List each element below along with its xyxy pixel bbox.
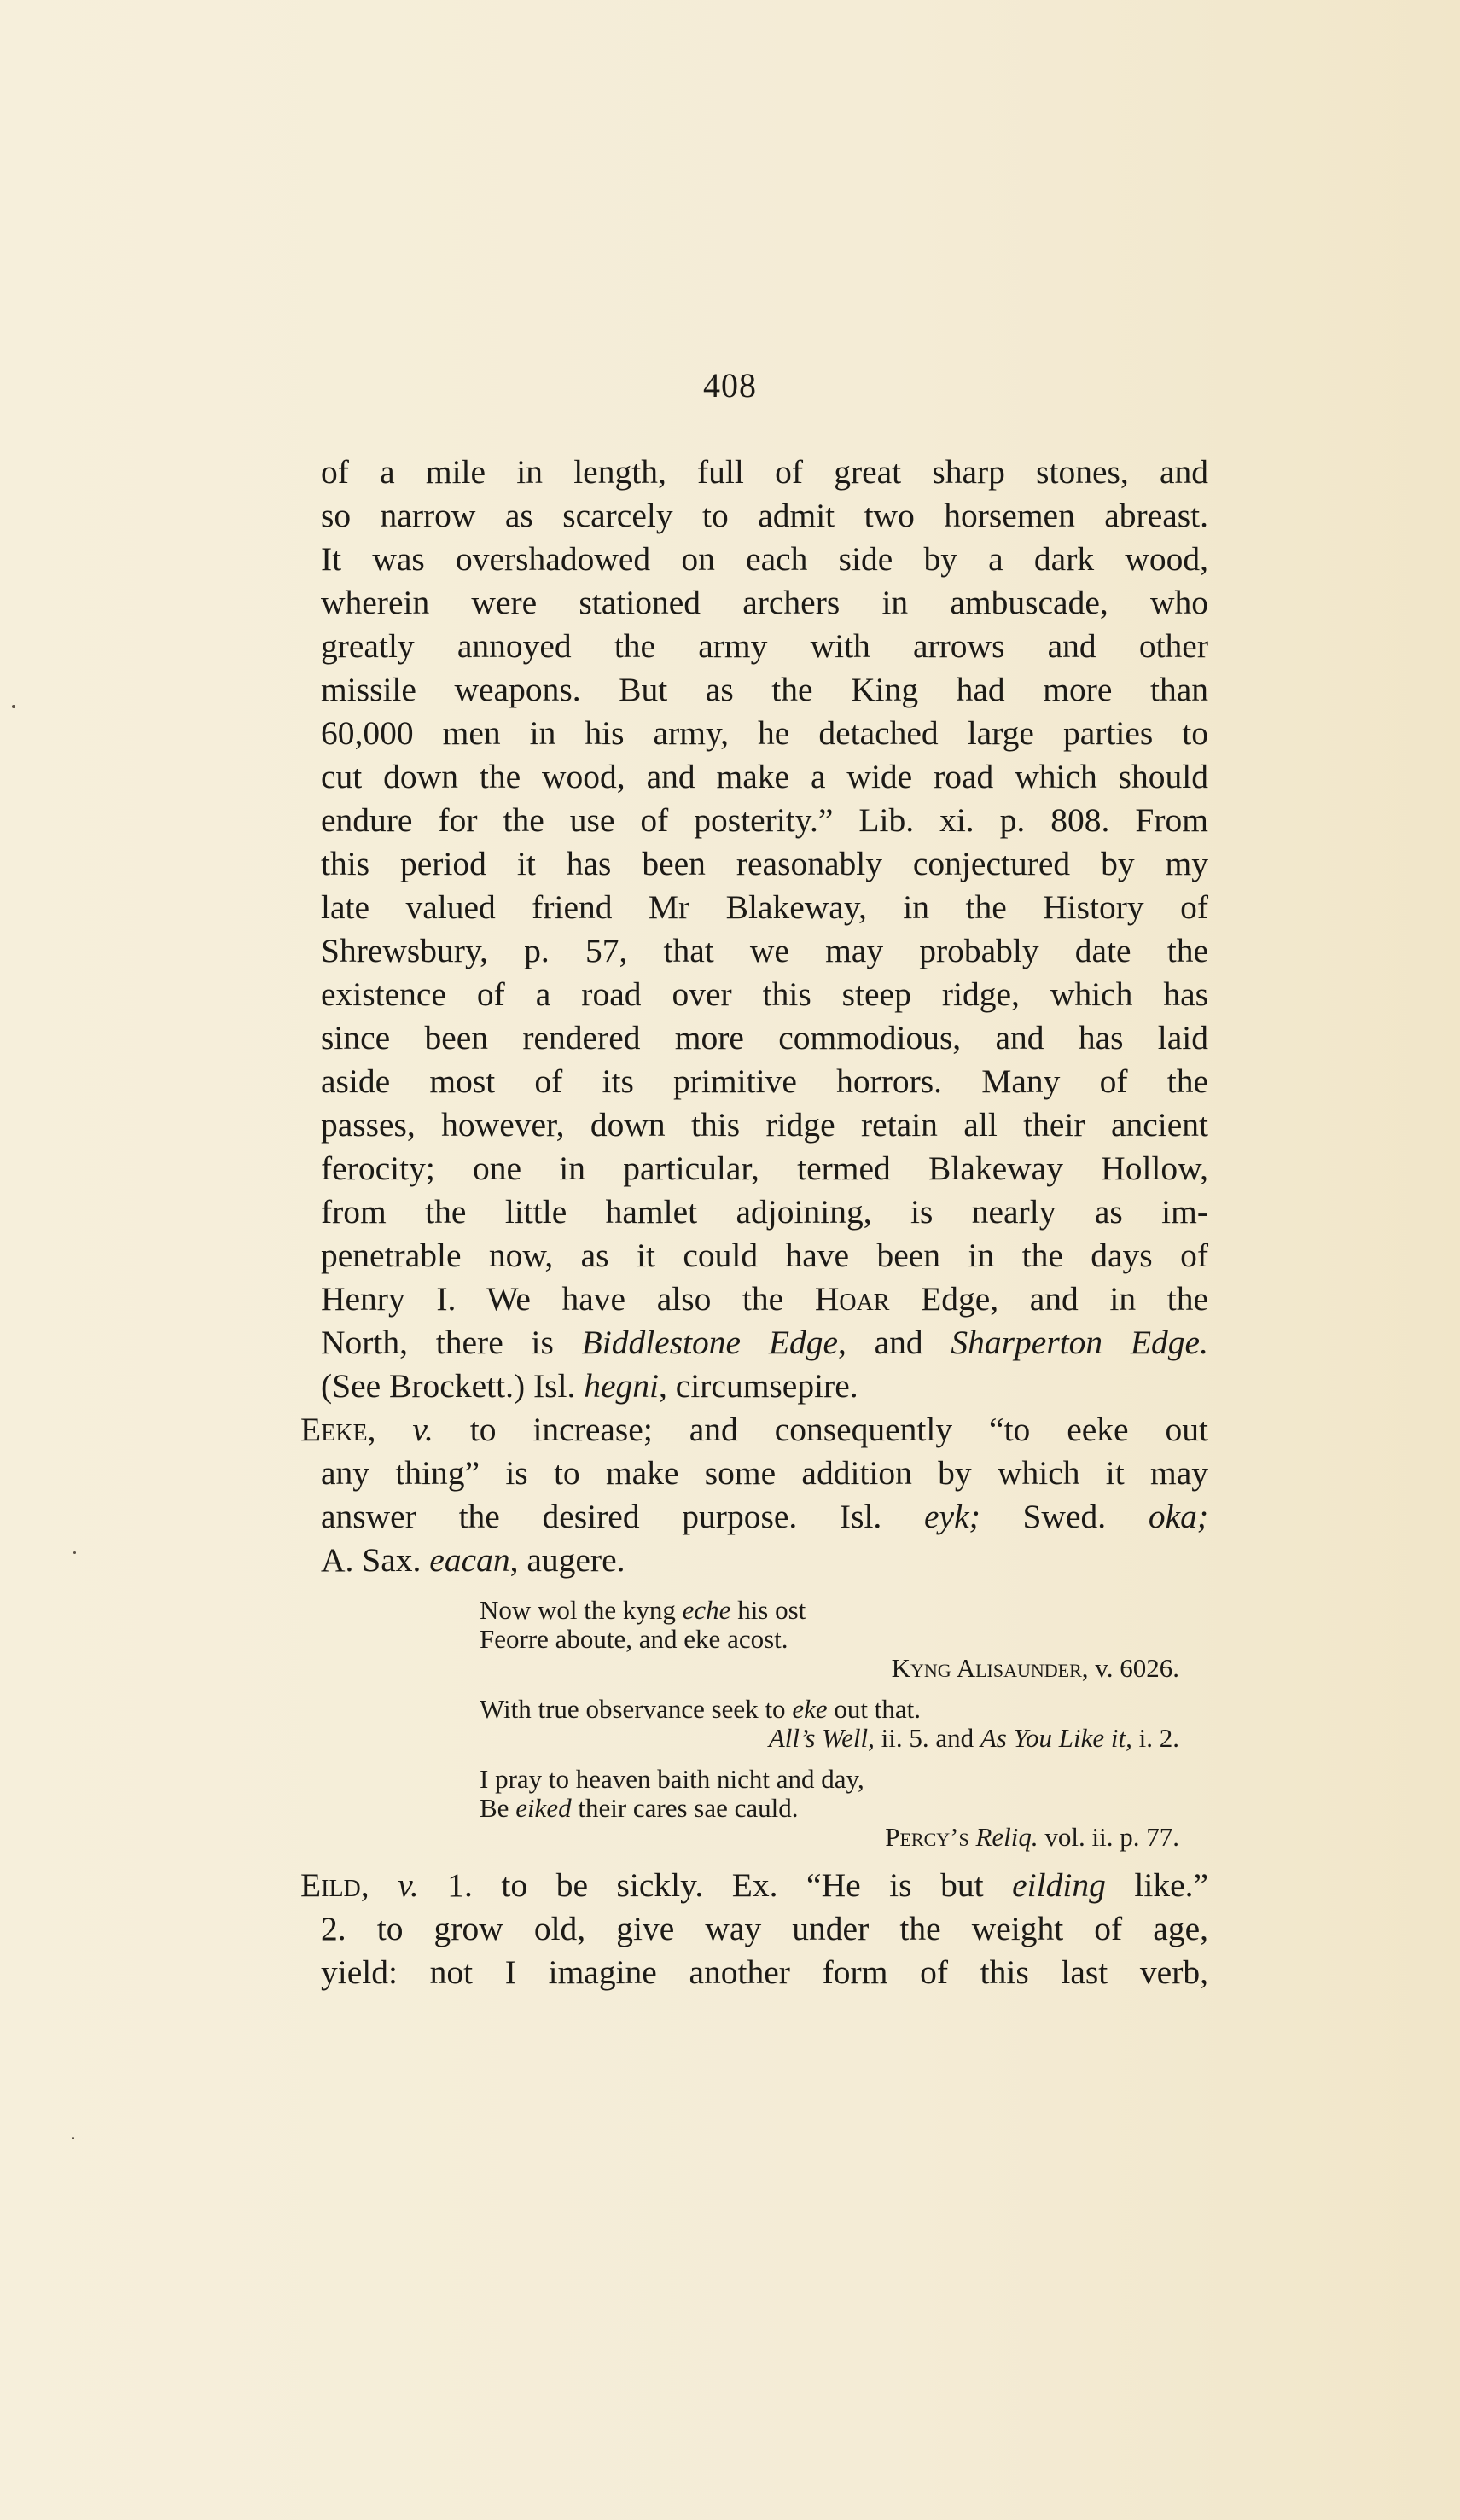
body-line: cut down the wood, and make a wide road which should: [321, 758, 1208, 795]
body-line: 2. to grow old, give way under the weight of age,: [321, 1910, 1208, 1947]
text-run: North, there is: [321, 1324, 582, 1361]
source-ref: i. 2.: [1131, 1723, 1179, 1753]
body-line: since been rendered more commodious, and has laid: [321, 1019, 1208, 1056]
body-line: so narrow as scarcely to admit two horsemen abreast.: [321, 497, 1208, 534]
paper-speck: [72, 2137, 74, 2139]
quote-line: Feorre aboute, and eke acost.: [480, 1624, 788, 1654]
source-title: All’s Well,: [768, 1723, 875, 1753]
etymon: eyk;: [924, 1498, 980, 1535]
text-run: Edge, and in the: [889, 1280, 1208, 1318]
body-line: [321, 1321, 1208, 1365]
body-line: existence of a road over this steep ridge, which has: [321, 975, 1208, 1013]
text-run: answer the desired purpose. Isl.: [321, 1498, 924, 1535]
text-run: Be: [480, 1793, 516, 1823]
source-ref: ii. 5. and: [874, 1723, 980, 1753]
quote-source: [480, 1823, 1179, 1852]
quote-line: I pray to heaven baith nicht and day,: [480, 1764, 864, 1794]
source-ref: vol. ii. p. 77.: [1038, 1822, 1179, 1852]
body-line: [321, 1277, 1208, 1321]
text-run: to increase; and consequently “to eeke out: [433, 1411, 1208, 1448]
text-run: Henry I. We have also the: [321, 1280, 815, 1318]
quote-line: [480, 1695, 1179, 1724]
entry-eeke: Eeke, v. to increase; and consequently “to eeke out: [300, 1411, 1208, 1448]
body-line: [321, 1365, 1208, 1408]
place-name: Sharperton Edge.: [951, 1324, 1208, 1361]
body-line: penetrable now, as it could have been in the days of: [321, 1237, 1208, 1274]
source-author: Percy’s: [885, 1822, 969, 1852]
quoted-word: eke: [792, 1694, 828, 1724]
quoted-word: eiked: [515, 1793, 572, 1823]
source-title: As You Like it,: [980, 1723, 1132, 1753]
place-name: Biddlestone Edge: [581, 1324, 838, 1361]
body-line: greatly annoyed the army with arrows and other: [321, 627, 1208, 665]
quote-line: [480, 1596, 1179, 1625]
place-name-hoar: Hoar: [814, 1280, 890, 1318]
text-run: like.”: [1105, 1866, 1209, 1904]
text-run: out that.: [827, 1694, 921, 1724]
source-ref: v. 6026.: [1088, 1653, 1179, 1683]
headword: Eeke: [300, 1411, 368, 1448]
icelandic-word: hegni: [584, 1367, 659, 1405]
text-run: With true observance seek to: [480, 1694, 793, 1724]
body-line: aside most of its primitive horrors. Many of the: [321, 1062, 1208, 1100]
text-block: [300, 451, 1209, 1994]
text-run: A. Sax.: [321, 1541, 430, 1579]
part-of-speech: v.: [412, 1411, 433, 1448]
entry-eild: Eild, v. 1. to be sickly. Ex. “He is but eilding like.”: [300, 1866, 1209, 1904]
quote-source: [480, 1654, 1179, 1683]
headword: Eild: [300, 1866, 361, 1904]
body-line: this period it has been reasonably conjectured by my: [321, 845, 1208, 882]
etymon: oka;: [1148, 1498, 1208, 1535]
body-line: yield: not I imagine another form of this last verb,: [321, 1953, 1208, 1991]
body-line: passes, however, down this ridge retain all their ancient: [321, 1106, 1208, 1144]
body-line: any thing” is to make some addition by which it may: [321, 1454, 1208, 1492]
body-line: It was overshadowed on each side by a dark wood,: [321, 540, 1208, 578]
text-run: (See Brockett.) Isl.: [321, 1367, 585, 1405]
quote-source: [480, 1724, 1179, 1753]
text-run: , circumsepire.: [659, 1367, 858, 1405]
paper-speck: [12, 705, 15, 708]
text-run: , and: [838, 1324, 951, 1361]
etymon: eacan: [429, 1541, 510, 1579]
page-number: 408: [703, 366, 757, 404]
text-run: Swed.: [980, 1498, 1149, 1535]
text-run: Now wol the kyng: [480, 1595, 683, 1625]
quoted-word: eche: [682, 1595, 731, 1625]
text-run: , augere.: [509, 1541, 625, 1579]
body-line: ferocity; one in particular, termed Blakeway Hollow,: [321, 1149, 1208, 1187]
body-line: of a mile in length, full of great sharp stones, and: [321, 453, 1208, 491]
text-run: 1. to be sickly. Ex. “He is but: [418, 1866, 1013, 1904]
source-title: Kyng Alisaunder,: [891, 1653, 1089, 1683]
quote-line: [480, 1794, 1179, 1823]
body-line: 60,000 men in his army, he detached large parties to: [321, 714, 1208, 752]
quotation-block: [480, 1596, 1179, 1852]
body-line: [321, 1539, 1208, 1582]
body-line: endure for the use of posterity.” Lib. xi. p. 808. From: [321, 801, 1208, 839]
body-line: [321, 1495, 1208, 1539]
example-word: eilding: [1012, 1866, 1106, 1904]
body-line: from the little hamlet adjoining, is nearly as im-: [321, 1193, 1208, 1231]
body-line: late valued friend Mr Blakeway, in the History of: [321, 888, 1208, 926]
text-run: their cares sae cauld.: [571, 1793, 799, 1823]
body-line: missile weapons. But as the King had more than: [321, 671, 1208, 708]
body-line: wherein were stationed archers in ambuscade, who: [321, 584, 1208, 621]
paper-speck: [73, 1551, 76, 1554]
text-run: his ost: [730, 1595, 806, 1625]
body-line: Shrewsbury, p. 57, that we may probably date the: [321, 932, 1208, 969]
part-of-speech: v.: [398, 1866, 419, 1904]
source-title: Reliq.: [975, 1822, 1038, 1852]
